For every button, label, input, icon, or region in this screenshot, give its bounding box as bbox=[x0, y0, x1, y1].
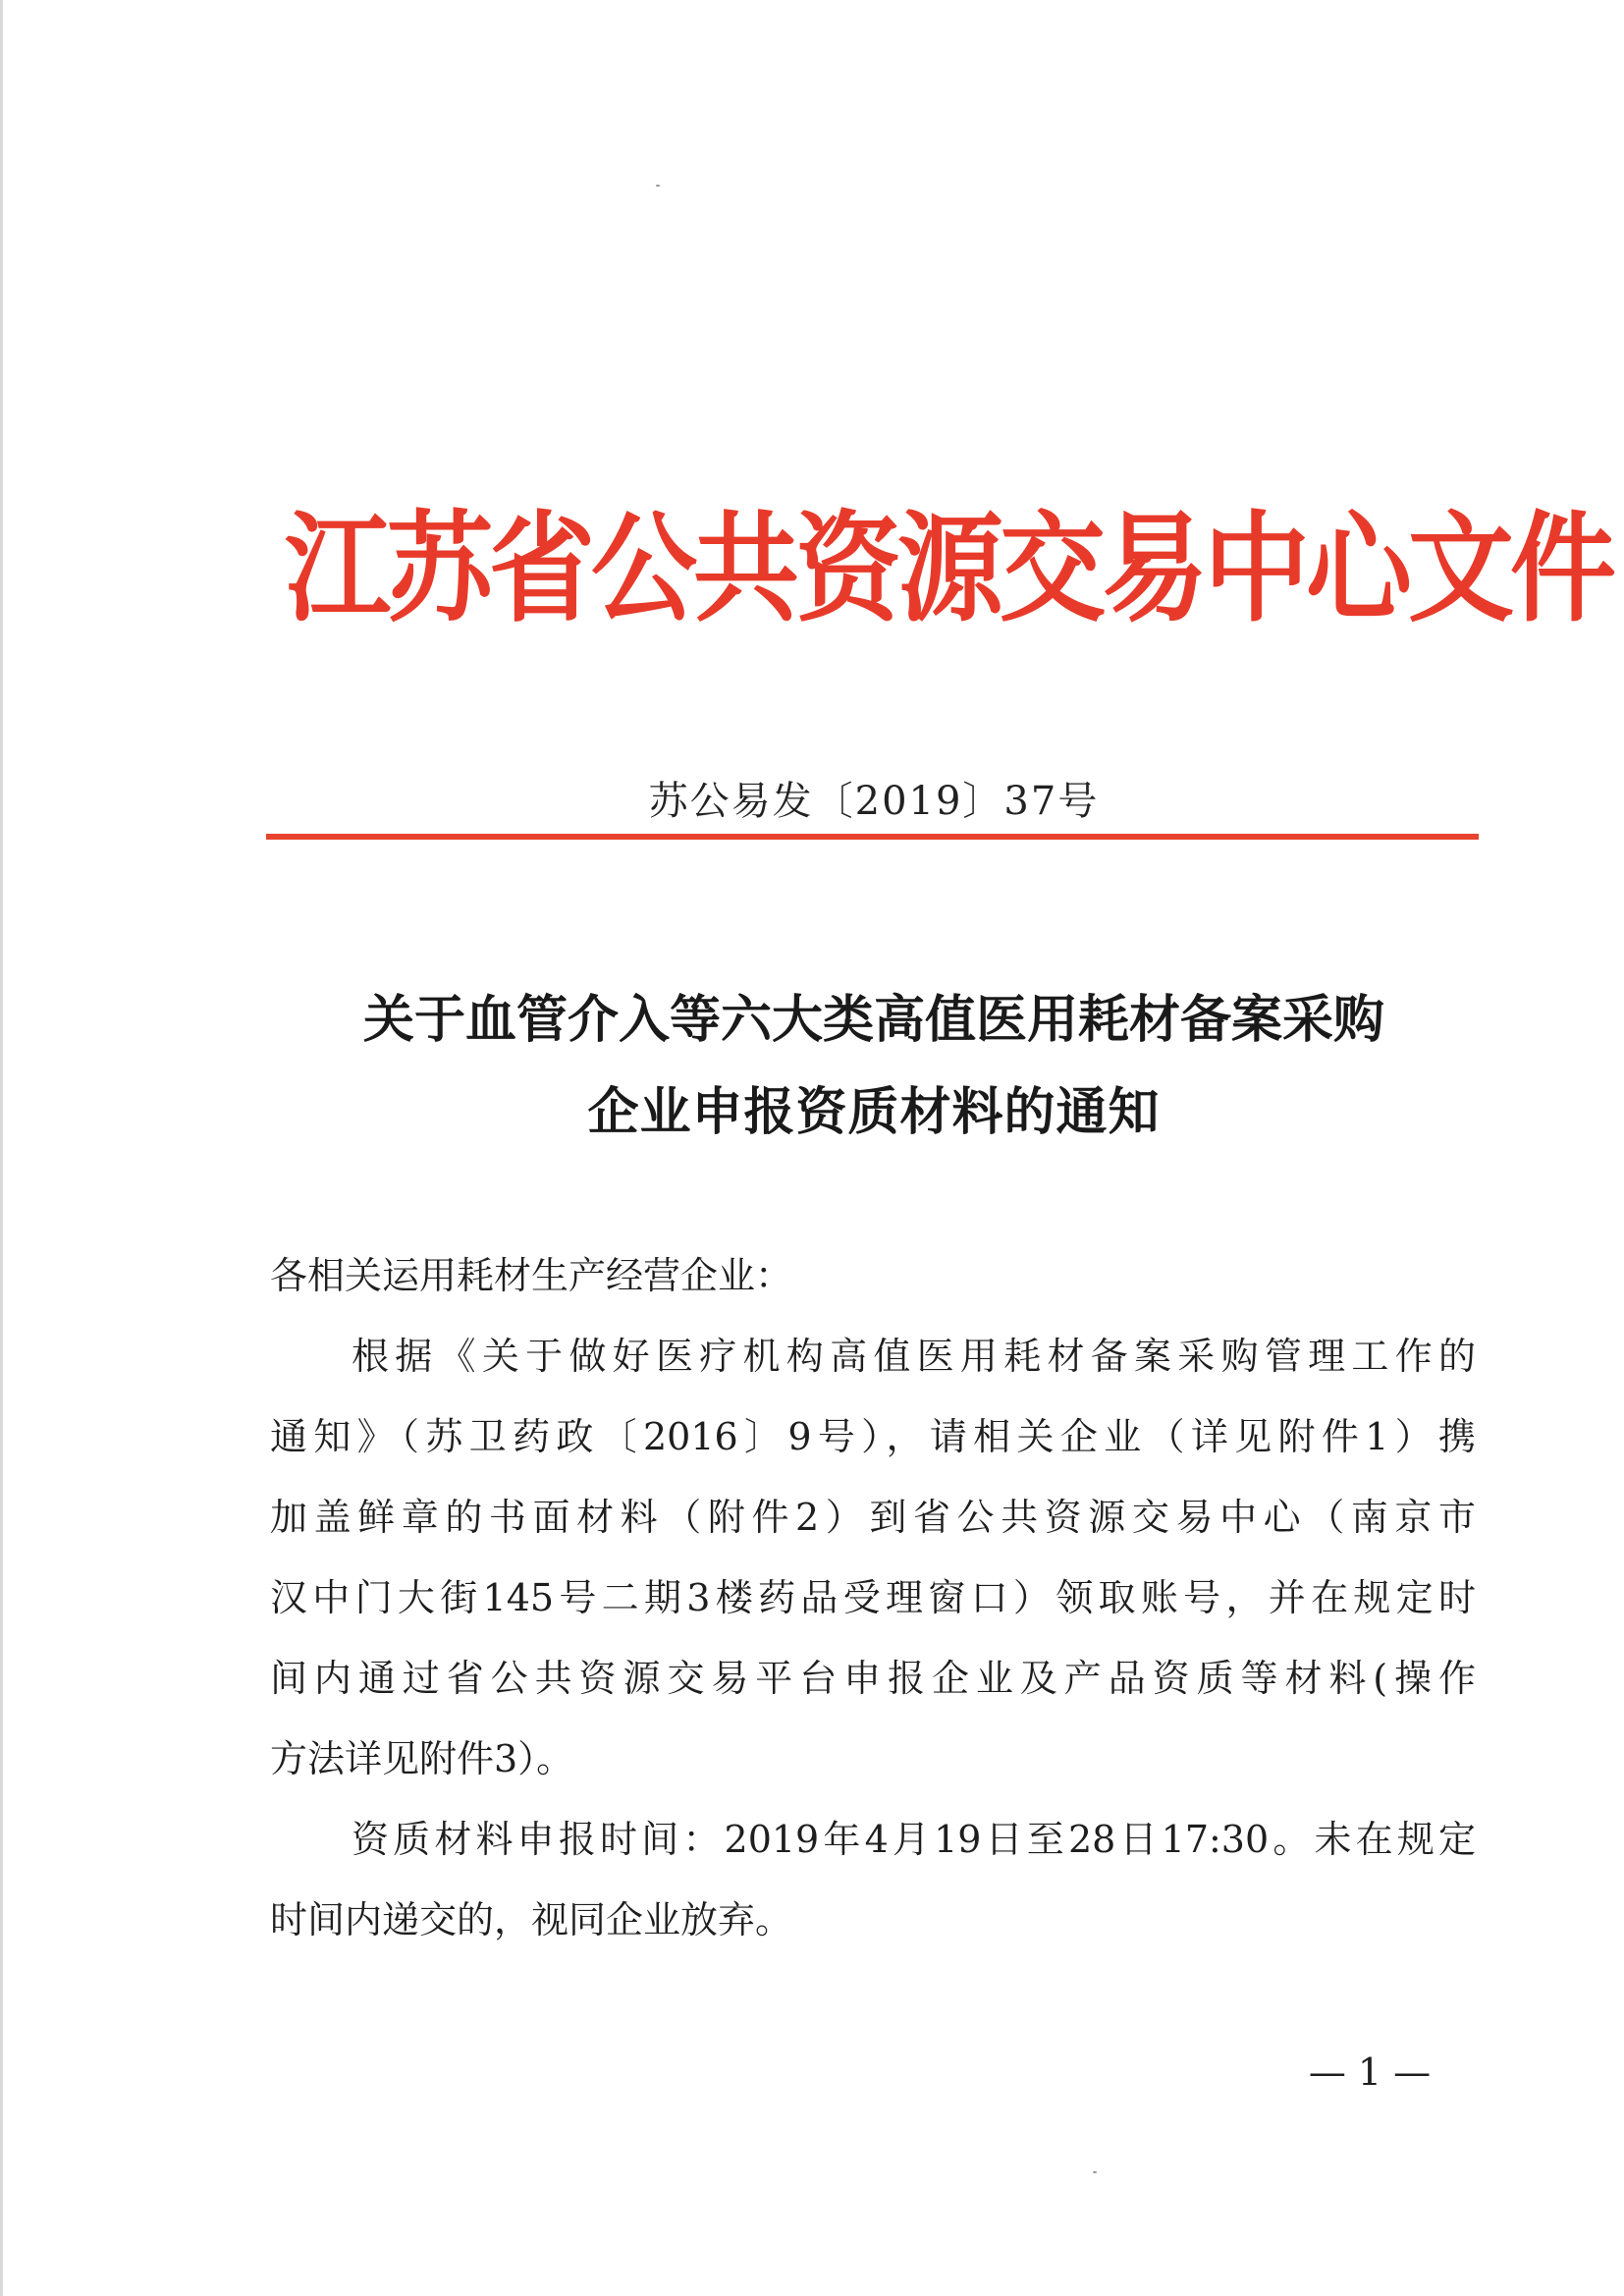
notice-title-line-2: 企业申报资质材料的通知 bbox=[587, 1082, 1161, 1142]
paragraph-2-line: 时间内递交的，视同企业放弃。 bbox=[270, 1898, 793, 1941]
page-number: — 1 — bbox=[1308, 2050, 1432, 2094]
paragraph-1-line: 间内通过省公共资源交易平台申报企业及产品资质等材料(操作 bbox=[270, 1657, 1476, 1700]
paragraph-1-line: 根据《关于做好医疗机构高值医用耗材备案采购管理工作的 bbox=[352, 1335, 1476, 1378]
salutation: 各相关运用耗材生产经营企业： bbox=[270, 1254, 793, 1297]
paragraph-1-line: 通知》（苏卫药政〔2016〕9号），请相关企业（详见附件1）携 bbox=[270, 1415, 1476, 1458]
paragraph-1-line: 方法详见附件3）。 bbox=[270, 1737, 574, 1780]
scan-speck bbox=[1093, 2171, 1097, 2173]
scan-speck bbox=[656, 185, 660, 187]
scan-edge bbox=[0, 0, 3, 2296]
document-number: 苏公易发〔2019〕37号 bbox=[648, 779, 1100, 824]
paragraph-1-line: 汉中门大街145号二期3楼药品受理窗口）领取账号，并在规定时 bbox=[270, 1576, 1476, 1619]
paragraph-2-line: 资质材料申报时间：2019年4月19日至28日17:30。未在规定 bbox=[352, 1818, 1476, 1861]
notice-title-line-1: 关于血管介入等六大类高值医用耗材备案采购 bbox=[362, 990, 1384, 1050]
paragraph-1-line: 加盖鲜章的书面材料（附件2）到省公共资源交易中心（南京市 bbox=[270, 1496, 1476, 1539]
document-masthead: 江苏省公共资源交易中心文件 bbox=[285, 500, 1613, 638]
red-divider-rule bbox=[266, 834, 1479, 840]
